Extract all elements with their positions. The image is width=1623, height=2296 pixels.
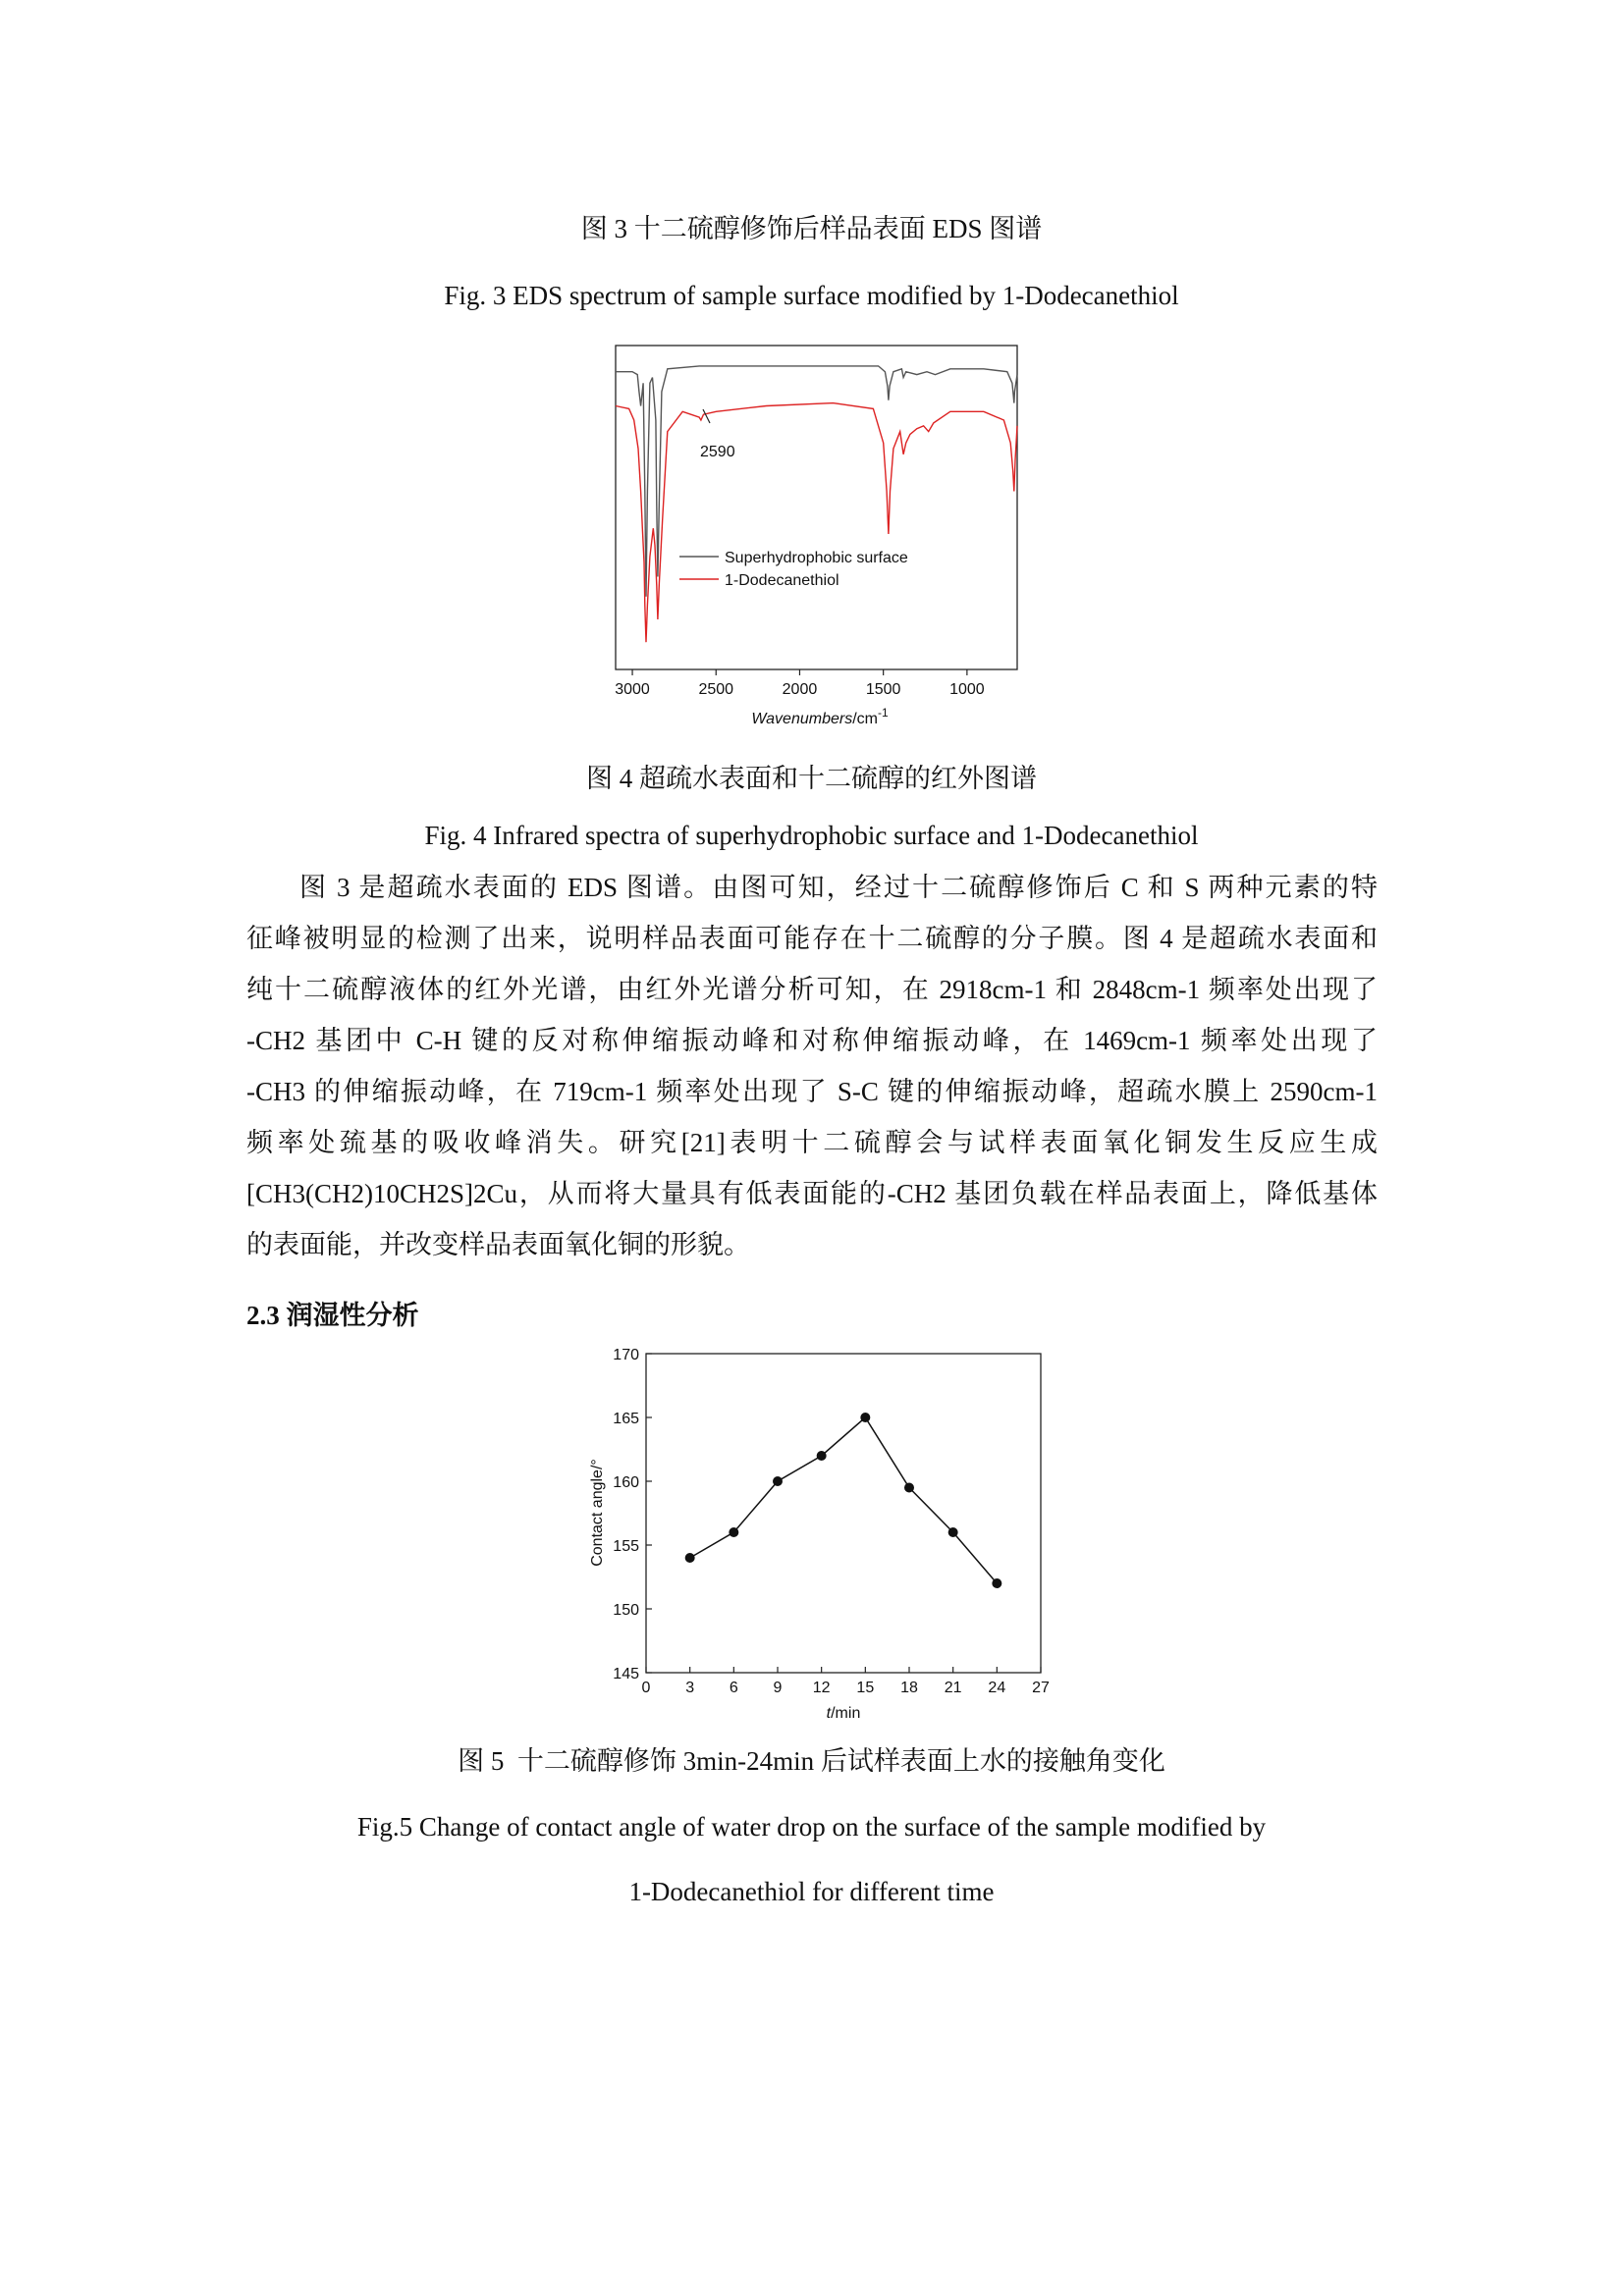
section-heading: 2.3 润湿性分析: [246, 1301, 419, 1330]
paragraph-line: 图 3 是超疏水表面的 EDS 图谱。由图可知，经过十二硫醇修饰后 C 和 S 两种元素的特: [299, 873, 1378, 902]
ca-x-axis-label: t/min: [826, 1705, 861, 1722]
ca-data-point: [773, 1476, 783, 1486]
ca-x-tick-label: 9: [773, 1680, 783, 1696]
ca-y-tick-label: 165: [613, 1411, 639, 1427]
ca-x-tick-label: 3: [685, 1680, 695, 1696]
legend-label-dodecanethiol: 1-Dodecanethiol: [725, 572, 839, 589]
ca-data-point: [904, 1483, 914, 1493]
contact-angle-chart: [574, 1335, 1065, 1728]
ca-x-tick-label: 18: [900, 1680, 918, 1696]
annotation-leader-2590: [703, 409, 710, 423]
ca-y-tick-label: 160: [613, 1474, 639, 1491]
legend-label-superhydrophobic: Superhydrophobic surface: [725, 550, 908, 566]
ir-series-line-1: [616, 403, 1017, 643]
ca-data-point: [992, 1578, 1001, 1588]
ca-data-point: [860, 1413, 870, 1422]
ir-plot-frame: [616, 346, 1017, 669]
fig3-caption-cn: 图 3 十二硫醇修饰后样品表面 EDS 图谱: [580, 214, 1043, 243]
paragraph-line: 频率处巯基的吸收峰消失。研究[21]表明十二硫醇会与试样表面氧化铜发生反应生成: [246, 1128, 1378, 1157]
ca-series-points: [685, 1413, 1002, 1588]
fig5-caption-en-line2: 1-Dodecanethiol for different time: [628, 1877, 995, 1906]
ca-data-point: [685, 1553, 695, 1563]
ir-series: [616, 366, 1017, 642]
paragraph-line: [CH3(CH2)10CH2S]2Cu，从而将大量具有低表面能的-CH2 基团负载在样品表面上，降低基体: [246, 1179, 1378, 1208]
fig4-caption-cn: 图 4 超疏水表面和十二硫醇的红外图谱: [586, 764, 1037, 793]
ca-data-point: [817, 1451, 827, 1461]
ca-x-tick-label: 12: [812, 1680, 831, 1696]
paragraph-line: 的表面能，并改变样品表面氧化铜的形貌。: [246, 1230, 750, 1259]
ca-x-tick-label: 6: [729, 1680, 738, 1696]
paragraph-line: -CH3 的伸缩振动峰，在 719cm-1 频率处出现了 S-C 键的伸缩振动峰，超疏水膜上 2590cm-1: [246, 1077, 1378, 1106]
ir-x-tick-label: 1000: [949, 681, 985, 698]
ir-spectrum-chart: [589, 339, 1041, 741]
ir-x-ticks: [615, 669, 985, 698]
ir-legend: [679, 550, 908, 589]
annotation-2590: 2590: [700, 444, 735, 460]
ca-x-tick-label: 27: [1032, 1680, 1050, 1696]
ca-x-tick-label: 21: [944, 1680, 962, 1696]
body-paragraph: [246, 862, 1378, 1270]
ca-y-tick-label: 170: [613, 1347, 639, 1363]
fig5-caption-cn: 图 5 十二硫醇修饰 3min-24min 后试样表面上水的接触角变化: [458, 1746, 1165, 1776]
fig5-caption-en-line1: Fig.5 Change of contact angle of water drop on the surface of the sample modified by: [356, 1812, 1267, 1842]
ca-data-point: [729, 1527, 738, 1537]
ca-y-tick-label: 145: [613, 1666, 639, 1682]
paragraph-line: 征峰被明显的检测了出来，说明样品表面可能存在十二硫醇的分子膜。图 4 是超疏水表面和: [246, 924, 1378, 953]
paragraph-line: 纯十二硫醇液体的红外光谱，由红外光谱分析可知，在 2918cm-1 和 2848cm-1 频率处出现了: [246, 975, 1378, 1004]
paragraph-line: -CH2 基团中 C-H 键的反对称伸缩振动峰和对称伸缩振动峰，在 1469cm-1 频率处出现了: [246, 1026, 1378, 1055]
fig3-caption-en: Fig. 3 EDS spectrum of sample surface modified by 1-Dodecanethiol: [444, 281, 1179, 310]
ca-y-tick-label: 150: [613, 1602, 639, 1619]
ca-y-tick-label: 155: [613, 1538, 639, 1555]
ca-x-tick-label: 0: [641, 1680, 651, 1696]
ir-x-tick-label: 1500: [865, 681, 901, 698]
ca-series-line: [690, 1417, 998, 1583]
ca-x-tick-label: 15: [856, 1680, 875, 1696]
ir-x-tick-label: 2500: [698, 681, 734, 698]
ir-x-axis-label: Wavenumbers/$cm^{-1}$: [751, 706, 889, 727]
ca-y-axis-label: Contact angle/°: [589, 1459, 606, 1567]
ca-data-point: [948, 1527, 958, 1537]
ca-axis-ticks: [613, 1347, 1050, 1696]
ca-plot-frame: [646, 1354, 1041, 1673]
fig4-caption-en: Fig. 4 Infrared spectra of superhydrophobic surface and 1-Dodecanethiol: [424, 821, 1199, 850]
ca-x-tick-label: 24: [988, 1680, 1006, 1696]
ir-x-tick-label: 3000: [615, 681, 650, 698]
ir-x-tick-label: 2000: [782, 681, 818, 698]
